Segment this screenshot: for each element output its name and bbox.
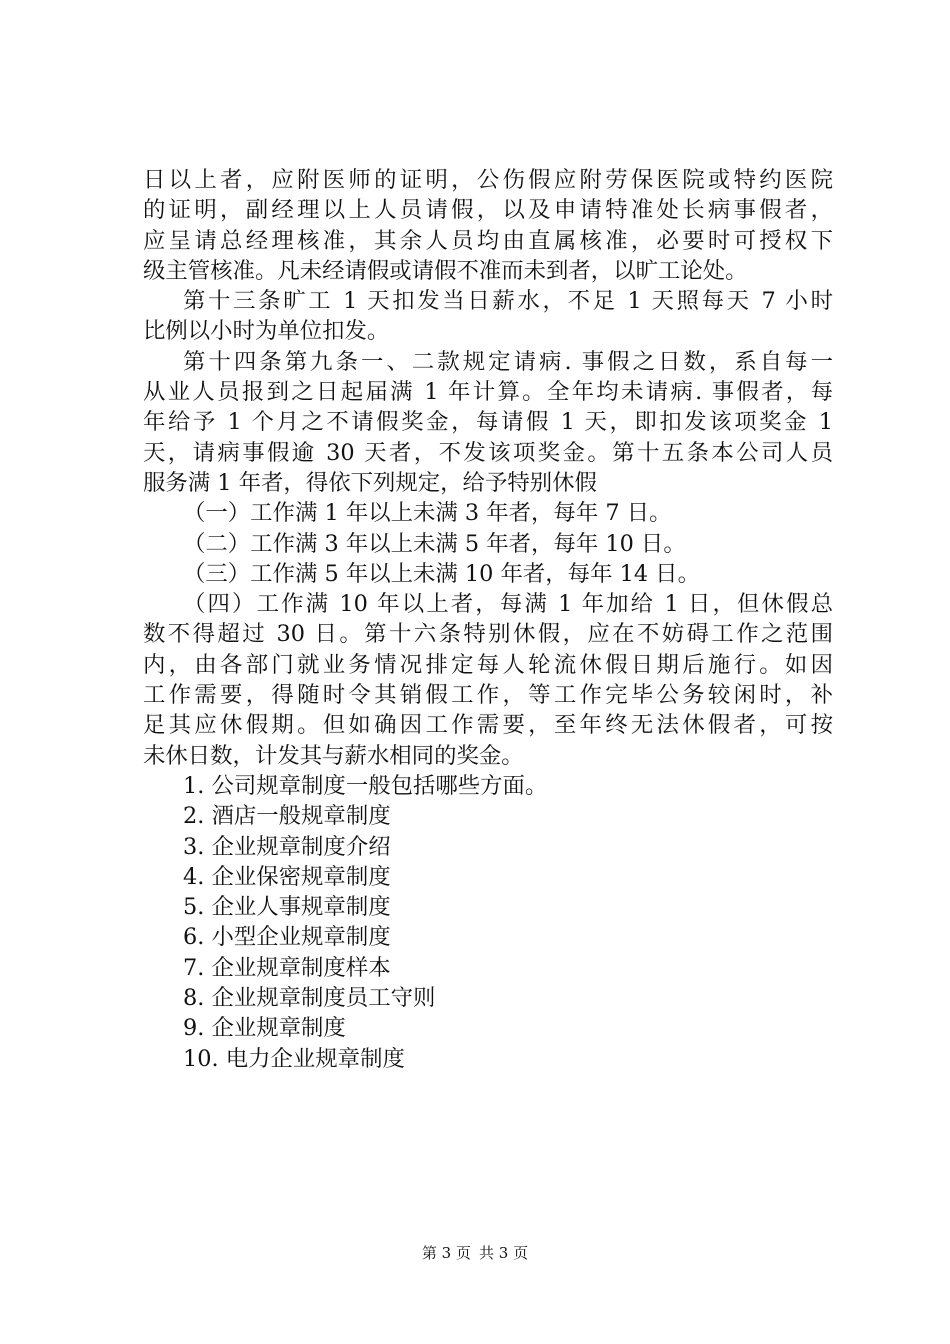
paragraph-line: （一）工作满 1 年以上未满 3 年者，每年 7 日。 (183, 500, 672, 527)
paragraph-line: 年给予 1 个月之不请假奖金，每请假 1 天，即扣发该项奖金 1 (143, 409, 833, 436)
page-footer (0, 1243, 950, 1263)
paragraph-line: 第十三条旷工 1 天扣发当日薪水，不足 1 天照每天 7 小时 (183, 288, 833, 315)
list-item: 5. 企业人事规章制度 (183, 894, 391, 921)
paragraph-line: 从业人员报到之日起届满 1 年计算。全年均未请病. 事假者，每 (143, 379, 833, 406)
paragraph (143, 347, 833, 498)
list-item: 3. 企业规章制度介绍 (183, 833, 391, 860)
document-body (143, 165, 833, 1074)
paragraph-line: （四）工作满 10 年以上者，每满 1 年加给 1 日，但休假总 (183, 591, 833, 618)
list-item: 4. 企业保密规章制度 (183, 863, 391, 890)
paragraph (143, 498, 833, 528)
page-number: 第 3 页 (421, 1244, 471, 1262)
list-item: 6. 小型企业规章制度 (183, 924, 391, 951)
paragraph-line: 工作需要，得随时令其销假工作，等工作完毕公务较闲时，补 (143, 682, 833, 709)
related-list (143, 771, 833, 1074)
list-item: 1. 公司规章制度一般包括哪些方面。 (183, 772, 548, 799)
paragraph-line: 日以上者，应附医师的证明，公伤假应附劳保医院或特约医院 (143, 167, 833, 193)
paragraph (143, 286, 833, 347)
paragraph-line: 第十四条第九条一、二款规定请病. 事假之日数，系自每一 (183, 348, 833, 375)
paragraph-line: 的证明，副经理以上人员请假，以及申请特准处长病事假者， (143, 197, 833, 224)
paragraph-line: 内，由各部门就业务情况排定每人轮流休假日期后施行。如因 (143, 651, 833, 678)
list-item: 2. 酒店一般规章制度 (183, 803, 391, 830)
paragraph-line: （三）工作满 5 年以上未满 10 年者，每年 14 日。 (183, 560, 700, 587)
paragraph-line: 级主管核准。凡未经请假或请假不准而未到者，以旷工论处。 (143, 257, 748, 284)
list-item: 9. 企业规章制度 (183, 1015, 346, 1042)
list-item: 10. 电力企业规章制度 (183, 1045, 405, 1072)
paragraph (143, 589, 833, 771)
page-total: 共 3 页 (479, 1244, 529, 1262)
paragraph-line: 服务满 1 年者，得依下列规定，给予特别休假 (143, 469, 597, 496)
paragraph-line: 足其应休假期。但如确因工作需要，至年终无法休假者，可按 (143, 712, 833, 739)
paragraph-line: 比例以小时为单位扣发。 (143, 318, 390, 345)
paragraph-line: 数不得超过 30 日。第十六条特别休假，应在不妨碍工作之范围 (143, 621, 833, 648)
paragraph-line: 应呈请总经理核准，其余人员均由直属核准，必要时可授权下 (143, 227, 833, 254)
list-item: 8. 企业规章制度员工守则 (183, 985, 436, 1012)
paragraph-line: 天，请病事假逾 30 天者，不发该项奖金。第十五条本公司人员 (143, 439, 833, 466)
paragraph (143, 529, 833, 559)
paragraph (143, 165, 833, 286)
list-item: 7. 企业规章制度样本 (183, 954, 391, 981)
paragraph-line: 未休日数，计发其与薪水相同的奖金。 (143, 742, 524, 769)
paragraph (143, 559, 833, 589)
paragraph-line: （二）工作满 3 年以上未满 5 年者，每年 10 日。 (183, 530, 686, 557)
